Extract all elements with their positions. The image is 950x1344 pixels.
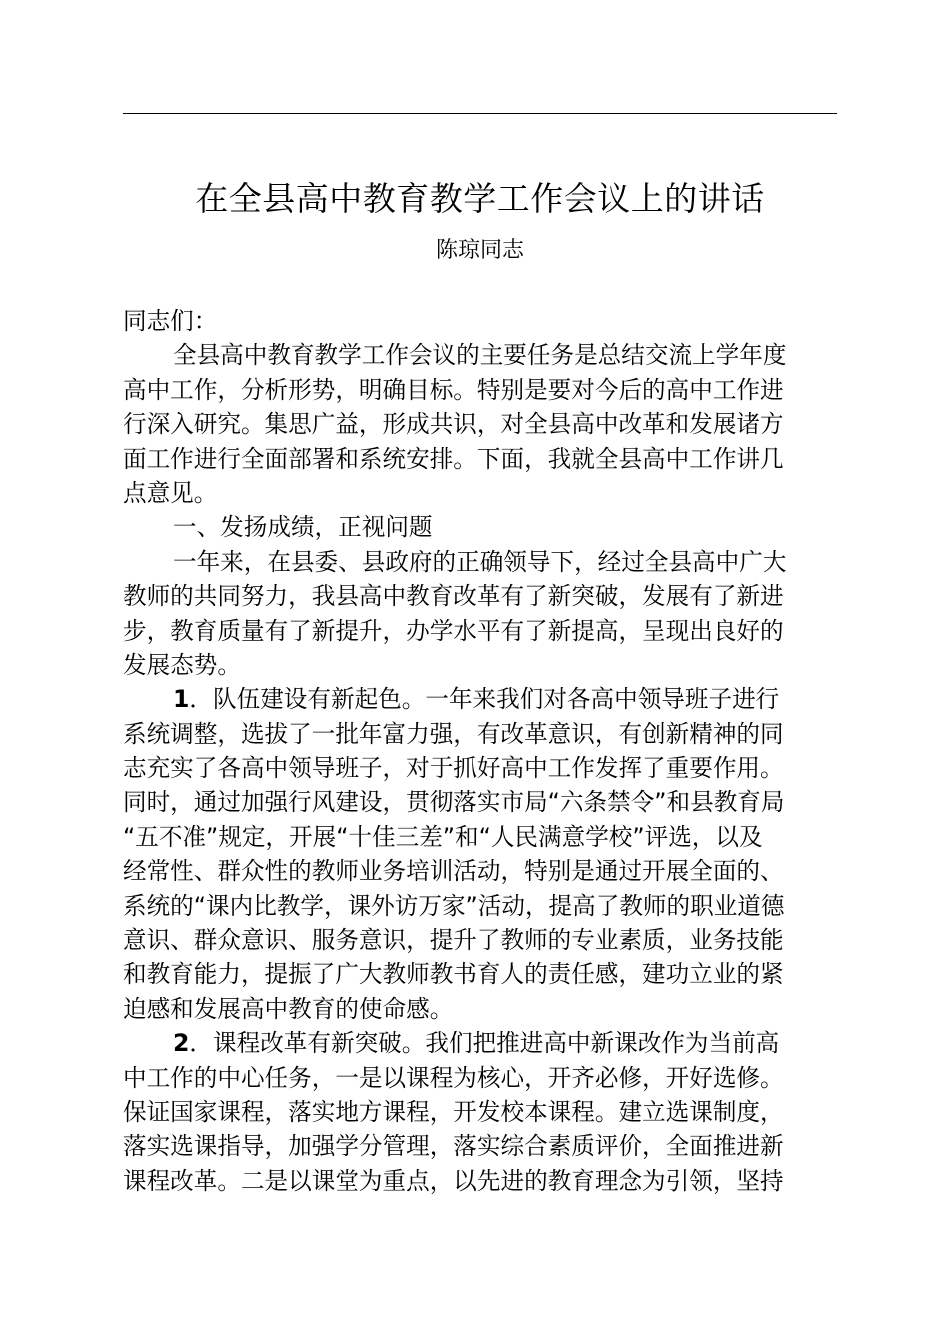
line-text: 教师的共同努力，我县高中教育改革有了新突破，发展有了新进 xyxy=(123,582,784,611)
line-text: 步，教育质量有了新提升，办学水平有了新提高，呈现出良好的 xyxy=(123,616,784,645)
body-line xyxy=(123,1129,837,1163)
line-text: 高中工作，分析形势，明确目标。特别是要对今后的高中工作进 xyxy=(123,375,784,404)
line-text: 面工作进行全面部署和系统安排。下面，我就全县高中工作讲几 xyxy=(123,444,784,473)
body-line xyxy=(123,785,837,819)
line-text: 保证国家课程，落实地方课程，开发校本课程。建立选课制度， xyxy=(123,1097,784,1126)
body-line xyxy=(123,1061,837,1095)
document-author: 陈琼同志 xyxy=(435,238,524,263)
body-line xyxy=(123,442,837,476)
body-line xyxy=(123,1026,837,1060)
line-text: 系统调整，选拔了一批年富力强，有改革意识，有创新精神的同 xyxy=(123,719,784,748)
body-line xyxy=(123,854,837,888)
header-rule xyxy=(123,113,837,114)
body-line xyxy=(123,957,837,991)
line-text: 同时，通过加强行风建设，贯彻落实市局“六条禁令”和县教育局 xyxy=(123,788,785,817)
line-text: 经常性、群众性的教师业务培训活动，特别是通过开展全面的、 xyxy=(123,857,784,886)
line-text: 意识、群众意识、服务意识，提升了教师的专业素质，业务技能 xyxy=(123,926,784,955)
line-text: 全县高中教育教学工作会议的主要任务是总结交流上学年度 xyxy=(173,341,787,370)
document-title: 在全县高中教育教学工作会议上的讲话 xyxy=(195,179,765,218)
body-line xyxy=(123,338,837,372)
body-line xyxy=(123,373,837,407)
body-line xyxy=(123,682,837,716)
body-line xyxy=(123,1164,837,1198)
body-line xyxy=(123,992,837,1026)
line-text: ．队伍建设有新起色。一年来我们对各高中领导班子进行 xyxy=(189,685,780,714)
line-text: 行深入研究。集思广益，形成共识，对全县高中改革和发展诸方 xyxy=(123,410,784,439)
body-line xyxy=(123,579,837,613)
line-text: 课程改革。二是以课堂为重点，以先进的教育理念为引领，坚持 xyxy=(123,1166,784,1195)
line-text: 和教育能力，提振了广大教师教书育人的责任感，建功立业的紧 xyxy=(123,960,784,989)
body-line xyxy=(123,476,837,510)
line-text: 一、发扬成绩，正视问题 xyxy=(173,513,433,542)
body-line xyxy=(123,820,837,854)
body-line xyxy=(123,889,837,923)
line-text: 系统的“课内比教学，课外访万家”活动，提高了教师的职业道德 xyxy=(123,891,785,920)
line-text: ．课程改革有新突破。我们把推进高中新课改作为当前高 xyxy=(189,1029,780,1058)
line-text: 中工作的中心任务，一是以课程为核心，开齐必修，开好选修。 xyxy=(123,1063,784,1092)
section-number: 2 xyxy=(173,1029,190,1058)
body-line xyxy=(123,545,837,579)
body-line xyxy=(123,407,837,441)
body-line xyxy=(123,751,837,785)
body-line xyxy=(123,1095,837,1129)
body-lines xyxy=(123,338,837,1198)
line-text: 点意见。 xyxy=(123,478,218,507)
line-text: 发展态势。 xyxy=(123,650,241,679)
line-text: 一年来，在县委、县政府的正确领导下，经过全县高中广大 xyxy=(173,547,787,576)
section-number: 1 xyxy=(173,685,190,714)
line-text: 落实选课指导，加强学分管理，落实综合素质评价，全面推进新 xyxy=(123,1132,784,1161)
salutation: 同志们： xyxy=(123,307,218,335)
body-line xyxy=(123,510,837,544)
line-text: 志充实了各高中领导班子，对于抓好高中工作发挥了重要作用。 xyxy=(123,754,784,783)
line-text: “五不准”规定，开展“十佳三差”和“人民满意学校”评选，以及 xyxy=(123,822,763,851)
body-line xyxy=(123,614,837,648)
body-line xyxy=(123,717,837,751)
body-line xyxy=(123,923,837,957)
line-text: 迫感和发展高中教育的使命感。 xyxy=(123,994,454,1023)
document-body xyxy=(123,304,837,1198)
body-line xyxy=(123,648,837,682)
